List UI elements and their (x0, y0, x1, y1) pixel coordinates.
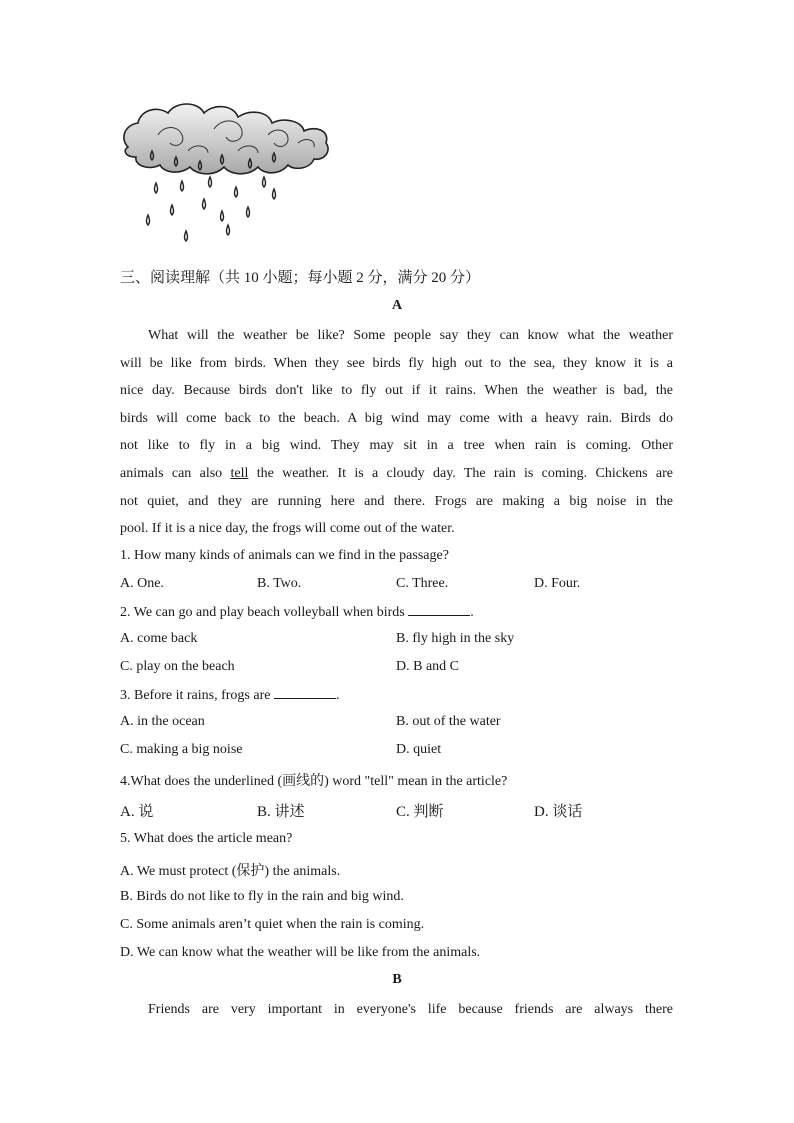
q3-option-a[interactable]: A. in the ocean (120, 714, 205, 729)
question-5-stem: 5. What does the article mean? (120, 831, 293, 846)
q3-option-c[interactable]: C. making a big noise (120, 742, 243, 757)
q5-option-d[interactable]: D. We can know what the weather will be like from the animals. (120, 945, 481, 960)
q3-option-b[interactable]: B. out of the water (396, 714, 501, 729)
q5-option-a[interactable]: A. We must protect (保护) the animals. (120, 864, 341, 879)
passage-a-label: A (391, 298, 403, 313)
passage-b-label: B (392, 972, 402, 987)
q2-option-d[interactable]: D. B and C (396, 659, 459, 674)
q1-option-a[interactable]: A. One. (120, 576, 164, 591)
rain-cloud-illustration (118, 95, 333, 250)
section-heading: 三、阅读理解（共 10 小题；每小题 2 分，满分 20 分） (120, 270, 481, 286)
q5-option-c[interactable]: C. Some animals aren’t quiet when the rain is coming. (120, 917, 425, 932)
passage-line: nice day. Because birds don't like to fly out if it rains. When the weather is bad, the (120, 383, 673, 399)
q1-option-c[interactable]: C. Three. (396, 576, 449, 591)
question-3-stem: 3. Before it rains, frogs are . (120, 688, 340, 703)
q4-option-d[interactable]: D. 谈话 (534, 804, 583, 820)
q1-option-b[interactable]: B. Two. (257, 576, 302, 591)
passage-line: Friends are very important in everyone's life because friends are always there (148, 1002, 673, 1017)
q4-option-a[interactable]: A. 说 (120, 804, 154, 820)
passage-line: What will the weather be like? Some people say they can know what the weather (148, 328, 673, 343)
passage-line: not quiet, and they are running here and there. Frogs are making a big noise in the (120, 493, 673, 509)
passage-line: animals can also tell the weather. It is a cloudy day. The rain is coming. Chickens are (120, 465, 674, 481)
passage-b (120, 996, 673, 1024)
q2-option-a[interactable]: A. come back (120, 631, 198, 646)
passage-line: will be like from birds. When they see birds fly high out to the sea, they know it is a (120, 355, 673, 371)
question-4-stem: 4.What does the underlined (画线的) word "tell" mean in the article? (120, 774, 508, 789)
passage-a (120, 322, 673, 543)
passage-line: birds will come back to the beach. A big wind may come with a heavy rain. Birds do (120, 410, 673, 426)
underlined-word: tell (230, 465, 249, 481)
q2-option-b[interactable]: B. fly high in the sky (396, 631, 515, 646)
q5-option-b[interactable]: B. Birds do not like to fly in the rain and big wind. (120, 889, 404, 904)
passage-line: pool. If it is a nice day, the frogs will come out of the water. (120, 521, 455, 537)
q2-option-c[interactable]: C. play on the beach (120, 659, 235, 674)
q4-option-b[interactable]: B. 讲述 (257, 804, 305, 820)
answer-blank[interactable] (274, 686, 336, 699)
question-2-stem: 2. We can go and play beach volleyball when birds . (120, 605, 474, 620)
q1-option-d[interactable]: D. Four. (534, 576, 581, 591)
passage-line: not like to fly in a big wind. They may sit in a tree when rain is coming. Other (120, 438, 673, 454)
question-1-stem: 1. How many kinds of animals can we find in the passage? (120, 548, 449, 563)
q4-option-c[interactable]: C. 判断 (396, 804, 444, 820)
q3-option-d[interactable]: D. quiet (396, 742, 442, 757)
answer-blank[interactable] (408, 603, 470, 616)
